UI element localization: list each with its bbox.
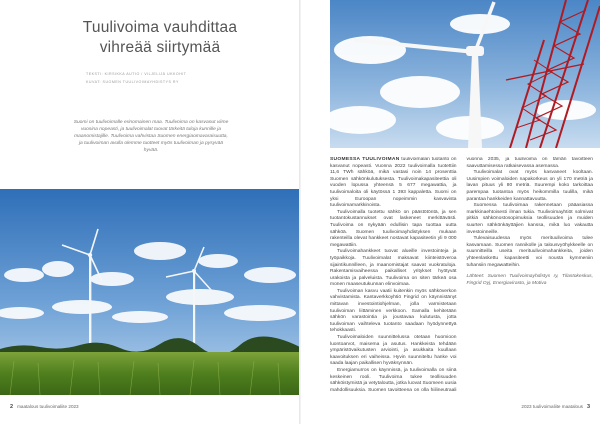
article-headline bbox=[40, 18, 280, 58]
sources-note: Lähteet: Suomen Tuulivoimayhdistys ry, Tilastokeskus, Fingrid Oyj, Energiavirasto, ja Motiva bbox=[466, 274, 593, 286]
text-credit: TEKSTI: KIRSIKKA AUTIO / VILJELIJÄ UKKOHIT bbox=[86, 72, 187, 76]
article-paragraph: Tuulivoimalat ovat myös kasvaneet kooltaan. Uusimpien voimaloiden napakorkeus on yli 170 metriä ja lavan pituus yli 80 metriä. Suurempi koko tarkoittaa parempaa tuotantoa myös heikommilla tuulilla, mikä parantaa hankkeiden kannattavuutta. bbox=[466, 170, 593, 202]
headline-line-1: Tuulivoima vauhdittaa bbox=[82, 19, 238, 36]
article-body bbox=[330, 157, 593, 395]
article-paragraph: Tuulivoimalla tuotettu sähkö on päästötöntä, ja sen tuotantokustannukset ovat laskeneet merkittävästi. Tuulivoima on nykyään edullisin tapa tuottaa uutta sähköä. Suomen tuulivoimayhdistyksen mukaan rakenteilla olevat hankkeet nostavat kapasiteetin yli 9 000 megawattiin. bbox=[330, 209, 457, 248]
left-page-number: 2 bbox=[10, 404, 14, 410]
article-paragraph: Tuulivoimahankkeet tuovat alueille investointeja ja työpaikkoja. Tuulivoimalat maksavat kiinteistöveroa sijaintikunnilleen, ja maanomistajat saavat vuokratuloja. Rakentamisvaiheessa paikalliset yritykset hyötyvät urakoista ja palveluista. Tuulivoima on siten tärkeä osa monen maaseutukunnan elinvoimaa. bbox=[330, 249, 457, 288]
lead-paragraph: Suomi on tuulivoimalle erinomainen maa. Tuulivoima on kasvanut viime vuosina nopeasti, ja tuulivoimalat tuovat tärkeitä tuloja kunnille ja maanomistajille. Tuulivoima vahvistaa Suomen energiaomavaraisuutta, ja tuulivoiman avulla olemme tuotteet myös tuulivoiman ja pysyvää hyvää. bbox=[73, 120, 229, 154]
wind-turbines-field-photo bbox=[0, 189, 300, 395]
article-paragraph: Tuulivoiman kasvu vaatii kuitenkin myös sähköverkon vahvistamista. Kantaverkkoyhtiö Fingrid on käynnistänyt mittavan investointiohjelman, jolla varmistetaan tuulivoiman liittäminen verkkoon. Samalla kehitetään sähkön varastointia ja joustavaa kulutusta, jotta tuulivoiman vaihteleva tuotanto saadaan hyödynnettyä tehokkaasti. bbox=[330, 288, 457, 334]
left-folio bbox=[10, 404, 79, 410]
crane-turbine-photo bbox=[330, 0, 600, 148]
photo-credit: KUVAT: SUOMEN TUULIVOIMAYHDISTYS RY bbox=[86, 80, 179, 84]
right-folio-text: 2023 tuulivoimaliite maatalous bbox=[521, 404, 583, 409]
article-paragraph: Suomessa tuulivoimaa rakennetaan pääasiassa markkinaehtoisesti ilman tukia. Tuulivoimayhtiöt solmivat pitkiä sähkönostosopimuksia teollisuuden ja muiden suurten sähkönkäyttäjien kanssa, mikä luo vakautta investoinneille. bbox=[466, 203, 593, 235]
article-paragraph: Tuulivoimaloiden suunnittelussa otetaan huomioon luontoarvot, maisema ja asutus. Hankkeista tehdään ympäristövaikutusten arviointi, ja asukkaita kuullaan kaavoituksen eri vaiheissa. Hyvin suunniteltu hanke voi saada laajan paikallisen hyväksynnän. bbox=[330, 335, 457, 367]
article-paragraph-text: tuulivoimalan tuotanto on kasvanut nopeasti. Vuonna 2022 tuulivoimalla tuotettiin 11,6 TWh sähköä, mikä vastasi noin 14 prosenttia Suomen sähkönkulutuksesta. Tuulivoimakapasiteettia oli vuoden lopussa yhteensä 5 677 megawattia, ja tuulivoimaloita oli käytössä 1 393 kappaletta. Suomi on yksi Euroopan nopeimmin kasvavista tuulivoimamarkkinoista. bbox=[330, 157, 457, 209]
right-folio bbox=[521, 404, 590, 410]
headline-line-2: vihreää siirtymää bbox=[99, 39, 221, 56]
right-page-number: 3 bbox=[586, 404, 590, 410]
byline bbox=[86, 70, 266, 86]
page-gutter bbox=[299, 0, 301, 424]
left-folio-text: maatalous tuulivoimaliite 2023 bbox=[17, 404, 79, 409]
article-paragraph: Energiamurros on käynnissä, ja tuulivoimalla on siinä keskeinen rooli. Tuulivoima tukee teollisuuden sähköistymistä ja vetytaloutta, jotka luovat Suomeen uusia mahdollisuuksia. Suomen tavoitteena on olla hiilineutraali vuonna 2035, ja tuulivoima on tämän tavoitteen saavuttamisessa ratkaisevassa asemassa. bbox=[330, 157, 593, 393]
article-runin: SUOMESSA TUULIVOIMAN bbox=[330, 157, 400, 162]
article-paragraph: Tulevaisuudessa myös merituulivoima tulee kasvamaan. Suomen rannikolle ja talousvyöhykkeelle on suunnitteilla useita merituulivoimahankkeita, joiden yhteenlaskettu kapasiteetti voi nousta kymmeniin tuhansiin megawatteihin. bbox=[466, 236, 593, 268]
article-paragraph bbox=[330, 157, 457, 210]
